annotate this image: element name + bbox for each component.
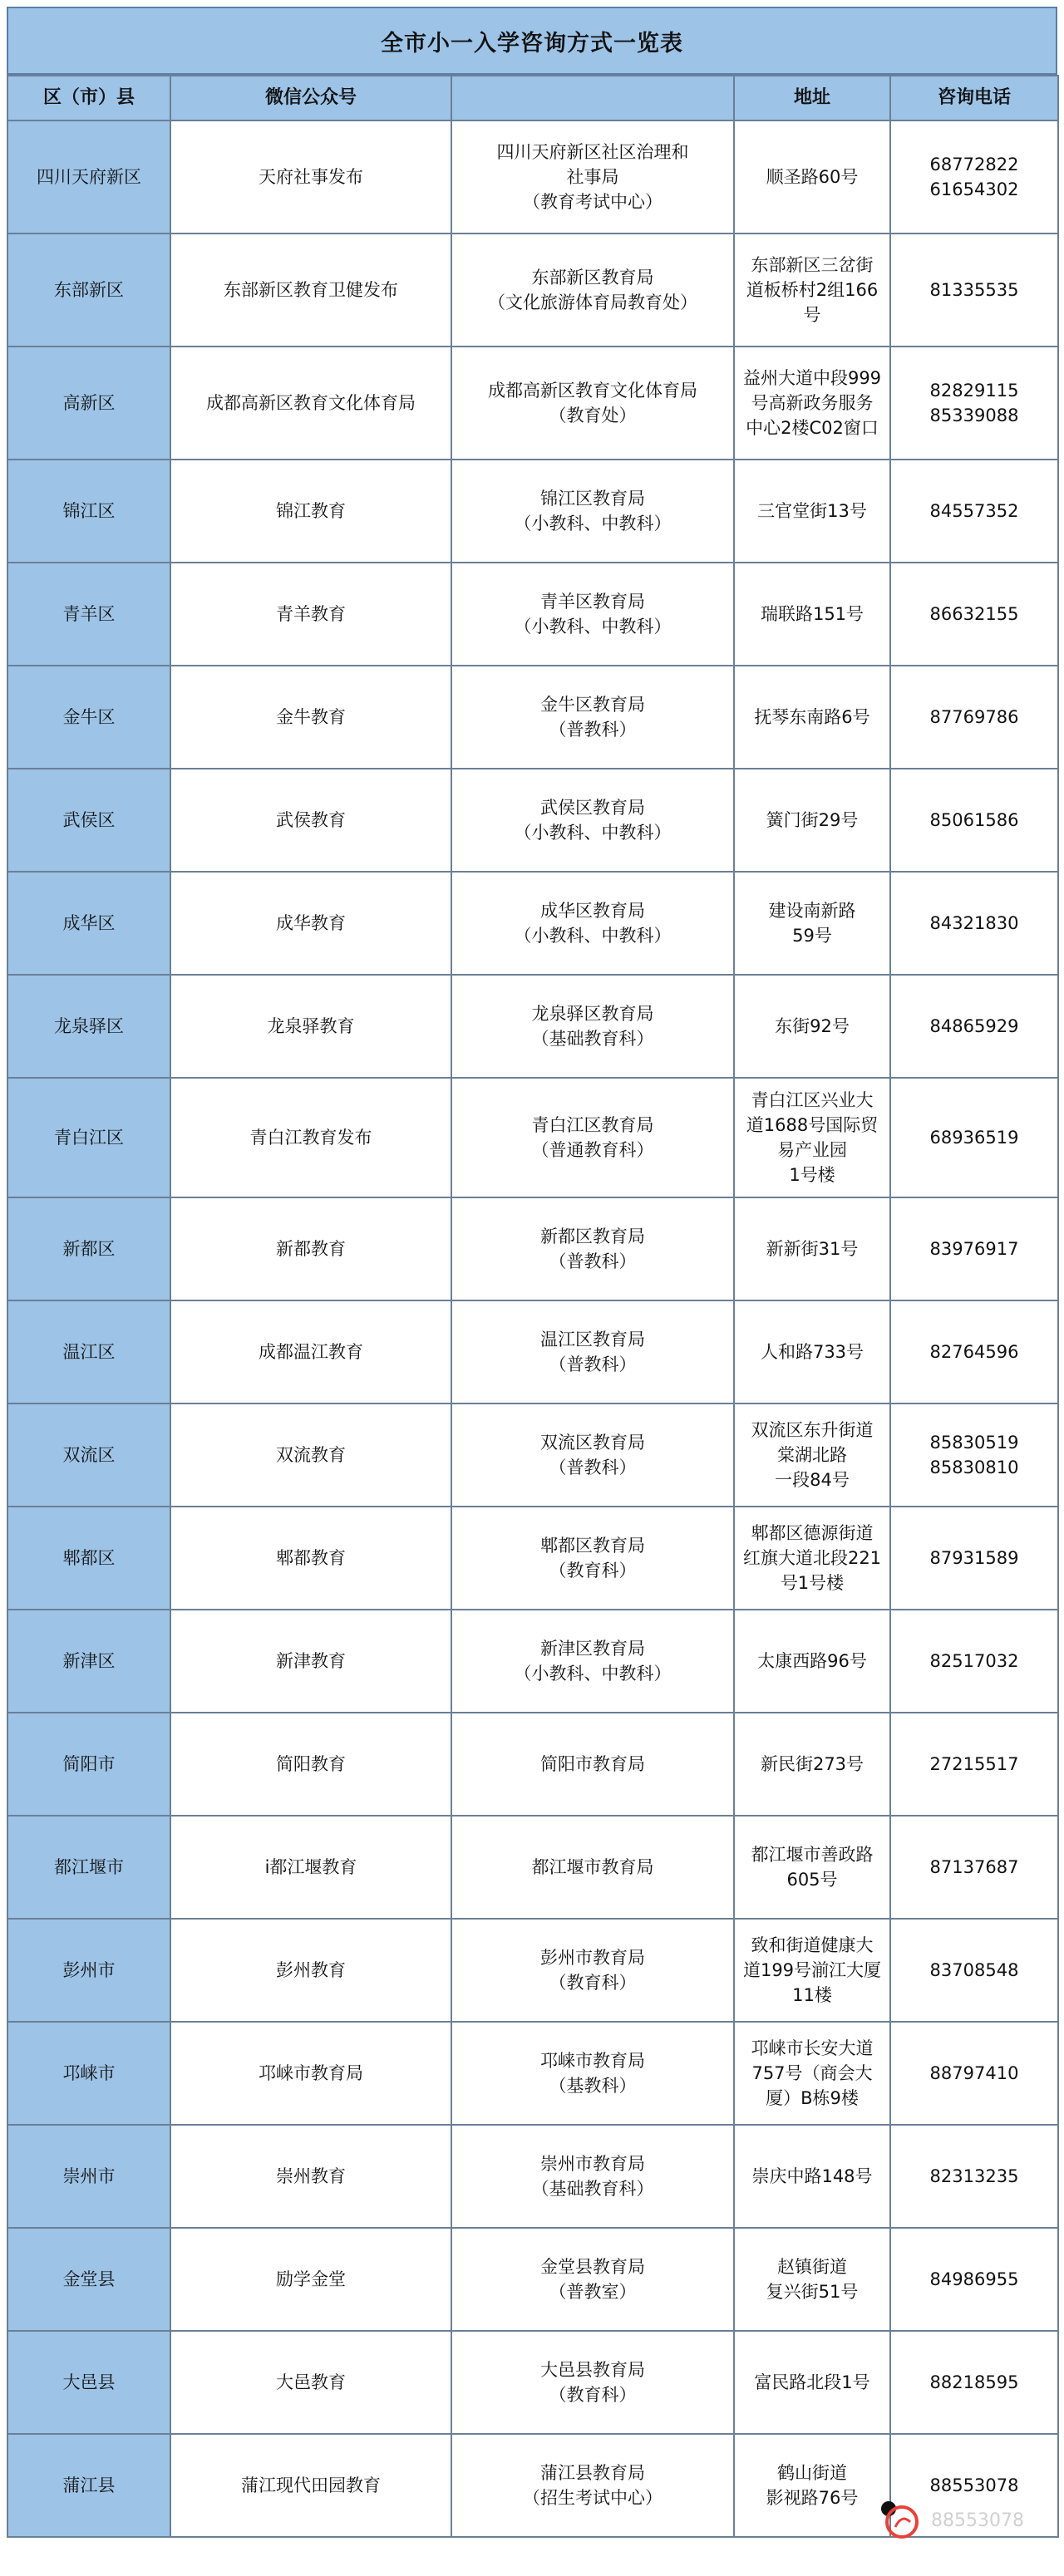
office-line: （招生考试中心） [523, 2488, 663, 2508]
phone-cell [890, 1816, 1058, 1919]
address-line: 顺圣路60号 [766, 167, 859, 187]
address-cell [734, 1713, 890, 1816]
address-cell [734, 1078, 890, 1197]
phone-line: 87769786 [929, 707, 1019, 727]
phone-cell [890, 1078, 1058, 1197]
address-line: 新民街273号 [760, 1754, 864, 1774]
phone-cell [890, 234, 1058, 347]
wechat-cell: 东部新区教育卫健发布 [170, 234, 451, 347]
office-line: （教育考试中心） [523, 192, 663, 212]
phone-line: 82764596 [929, 1342, 1019, 1362]
office-line: 简阳市教育局 [540, 1754, 645, 1774]
office-line: 成华区教育局 [540, 901, 645, 921]
office-line: 蒲江县教育局 [540, 2463, 645, 2483]
district-cell: 郫都区 [7, 1507, 170, 1610]
wechat-cell: 彭州教育 [170, 1919, 451, 2022]
office-line: （基础教育科） [531, 2179, 654, 2199]
phone-line: 81335535 [929, 280, 1019, 300]
office-cell [451, 2434, 734, 2537]
phone-line: 86632155 [929, 604, 1019, 624]
wechat-cell: 金牛教育 [170, 666, 451, 769]
header-address: 地址 [734, 76, 890, 120]
address-cell [734, 769, 890, 872]
address-line: 太康西路96号 [757, 1651, 867, 1671]
address-line: 三官堂街13号 [757, 501, 867, 521]
wechat-cell: i都江堰教育 [170, 1816, 451, 1919]
address-line: 邛崃市长安大道 [751, 2038, 874, 2058]
office-line: （普教科） [549, 1251, 637, 1271]
wechat-cell: 成华教育 [170, 872, 451, 975]
office-cell [451, 120, 734, 234]
table-row [7, 1816, 1058, 1919]
office-line: 邛崃市教育局 [540, 2051, 645, 2071]
address-cell [734, 1300, 890, 1404]
page-title: 全市小一入学咨询方式一览表 [7, 7, 1057, 75]
district-cell: 温江区 [7, 1300, 170, 1404]
office-line: （普教室） [549, 2282, 637, 2302]
table-row [7, 666, 1058, 769]
address-cell [734, 1507, 890, 1610]
phone-cell [890, 666, 1058, 769]
address-line: 青白江区兴业大 [751, 1090, 874, 1110]
wechat-cell: 简阳教育 [170, 1713, 451, 1816]
address-line: 11楼 [792, 1985, 832, 2005]
wechat-cell: 天府社事发布 [170, 120, 451, 234]
office-cell [451, 234, 734, 347]
address-cell [734, 347, 890, 460]
office-line: （普教科） [549, 720, 637, 740]
table-row [7, 1919, 1058, 2022]
phone-cell [890, 2022, 1058, 2125]
phone-cell [890, 975, 1058, 1078]
table-row [7, 2125, 1058, 2228]
office-line: 龙泉驿区教育局 [531, 1004, 654, 1024]
office-line: 社事局 [566, 167, 619, 187]
phone-line: 84321830 [929, 913, 1019, 933]
table-row [7, 2331, 1058, 2434]
phone-line: 87137687 [929, 1857, 1019, 1877]
wechat-cell: 崇州教育 [170, 2125, 451, 2228]
phone-line: 85061586 [929, 810, 1019, 830]
office-line: 金堂县教育局 [540, 2257, 645, 2277]
address-line: 号高新政务服务 [751, 393, 874, 413]
district-cell: 金牛区 [7, 666, 170, 769]
office-cell [451, 769, 734, 872]
phone-cell [890, 1404, 1058, 1507]
table-row [7, 120, 1058, 234]
phone-cell [890, 1919, 1058, 2022]
district-cell: 成华区 [7, 872, 170, 975]
address-line: 东部新区三岔街 [751, 255, 874, 275]
phone-line: 88553078 [929, 2475, 1019, 2495]
header-wechat: 微信公众号 [170, 76, 451, 120]
office-cell [451, 1078, 734, 1197]
office-line: 温江区教育局 [540, 1330, 645, 1349]
district-cell: 新都区 [7, 1197, 170, 1300]
address-line: 中心2楼C02窗口 [746, 418, 879, 438]
address-cell [734, 2331, 890, 2434]
wechat-cell: 新津教育 [170, 1610, 451, 1713]
office-cell [451, 1300, 734, 1404]
wechat-cell: 龙泉驿教育 [170, 975, 451, 1078]
header-row [7, 76, 1058, 120]
address-line: 号 [803, 305, 821, 325]
office-line: （普通教育科） [531, 1140, 654, 1160]
office-line: （教育科） [549, 1973, 637, 1993]
address-cell [734, 234, 890, 347]
office-cell [451, 1404, 734, 1507]
district-cell: 崇州市 [7, 2125, 170, 2228]
address-line: 757号（商会大 [751, 2063, 873, 2083]
office-line: （小教科、中教科） [514, 1664, 672, 1684]
address-line: 新新街31号 [766, 1239, 859, 1259]
address-line: 双流区东升街道 [751, 1420, 874, 1440]
phone-cell [890, 460, 1058, 563]
address-line: 簧门街29号 [766, 810, 859, 830]
office-cell [451, 1713, 734, 1816]
address-line: 道板桥村2组166 [746, 280, 879, 300]
district-cell: 邛崃市 [7, 2022, 170, 2125]
address-line: 红旗大道北段221 [742, 1548, 882, 1568]
phone-cell [890, 769, 1058, 872]
table-row [7, 1404, 1058, 1507]
district-cell: 都江堰市 [7, 1816, 170, 1919]
phone-cell [890, 1713, 1058, 1816]
wechat-cell: 双流教育 [170, 1404, 451, 1507]
phone-cell [890, 1300, 1058, 1404]
office-cell [451, 563, 734, 666]
office-line: 崇州市教育局 [540, 2154, 645, 2174]
address-line: 棠湖北路 [777, 1445, 847, 1465]
office-line: 四川天府新区社区治理和 [496, 142, 689, 162]
table-row [7, 872, 1058, 975]
wechat-cell: 武侯教育 [170, 769, 451, 872]
phone-cell [890, 347, 1058, 460]
phone-line: 83976917 [929, 1239, 1019, 1259]
address-line: 易产业园 [777, 1140, 847, 1160]
office-line: 都江堰市教育局 [531, 1857, 654, 1877]
office-cell [451, 460, 734, 563]
table-row [7, 1610, 1058, 1713]
table-row [7, 2228, 1058, 2331]
phone-line: 85830519 [929, 1433, 1019, 1453]
district-cell: 锦江区 [7, 460, 170, 563]
address-line: 号1号楼 [780, 1573, 845, 1593]
district-cell: 青白江区 [7, 1078, 170, 1197]
address-line: 1号楼 [789, 1165, 835, 1185]
address-line: 道1688号国际贸 [746, 1115, 879, 1135]
address-cell [734, 1919, 890, 2022]
wechat-cell: 励学金堂 [170, 2228, 451, 2331]
office-line: 彭州市教育局 [540, 1948, 645, 1968]
phone-line: 88797410 [929, 2063, 1019, 2083]
office-cell [451, 347, 734, 460]
consultation-sheet [7, 7, 1057, 2538]
address-line: 致和街道健康大 [751, 1935, 874, 1955]
table-row [7, 1507, 1058, 1610]
district-cell: 武侯区 [7, 769, 170, 872]
district-cell: 四川天府新区 [7, 120, 170, 234]
office-line: 青白江区教育局 [531, 1115, 654, 1135]
address-line: 复兴街51号 [766, 2282, 859, 2302]
phone-line: 84557352 [929, 501, 1019, 521]
office-line: （教育科） [549, 1561, 637, 1581]
wechat-cell: 锦江教育 [170, 460, 451, 563]
office-line: （普教科） [549, 1354, 637, 1374]
phone-line: 68936519 [929, 1128, 1019, 1148]
address-line: 都江堰市善政路 [751, 1845, 874, 1865]
office-line: （小教科、中教科） [514, 514, 672, 533]
wechat-cell: 邛崃市教育局 [170, 2022, 451, 2125]
office-line: 武侯区教育局 [540, 798, 645, 818]
address-cell [734, 563, 890, 666]
address-line: 建设南新路 [768, 901, 856, 921]
district-cell: 金堂县 [7, 2228, 170, 2331]
phone-cell [890, 1507, 1058, 1610]
phone-cell [890, 1197, 1058, 1300]
phone-line: 85339088 [929, 406, 1019, 425]
office-line: 新津区教育局 [540, 1639, 645, 1659]
address-cell [734, 2228, 890, 2331]
office-line: 青羊区教育局 [540, 592, 645, 612]
wechat-cell: 成都高新区教育文化体育局 [170, 347, 451, 460]
wechat-cell: 郫都教育 [170, 1507, 451, 1610]
office-line: 双流区教育局 [540, 1433, 645, 1453]
address-cell [734, 872, 890, 975]
district-cell: 大邑县 [7, 2331, 170, 2434]
address-cell [734, 975, 890, 1078]
office-line: （普教科） [549, 1458, 637, 1477]
phone-line: 68772822 [929, 155, 1019, 175]
address-line: 厦）B栋9楼 [766, 2088, 859, 2108]
office-cell [451, 2022, 734, 2125]
address-cell [734, 1816, 890, 1919]
phone-line: 83708548 [929, 1960, 1019, 1980]
office-cell [451, 1610, 734, 1713]
address-line: 瑞联路151号 [760, 604, 864, 624]
table-row [7, 769, 1058, 872]
address-line: 605号 [786, 1870, 838, 1890]
address-line: 东街92号 [775, 1016, 850, 1036]
office-line: 大邑县教育局 [540, 2360, 645, 2380]
office-line: 郫都区教育局 [540, 1536, 645, 1556]
table-row [7, 563, 1058, 666]
address-cell [734, 2125, 890, 2228]
table-row [7, 234, 1058, 347]
header-office [451, 76, 734, 120]
district-cell: 高新区 [7, 347, 170, 460]
wechat-cell: 大邑教育 [170, 2331, 451, 2434]
phone-line: 84986955 [929, 2269, 1019, 2289]
office-cell [451, 2228, 734, 2331]
address-line: 赵镇街道 [777, 2257, 847, 2277]
office-cell [451, 1919, 734, 2022]
district-cell: 新津区 [7, 1610, 170, 1713]
phone-line: 87931589 [929, 1548, 1019, 1568]
address-cell [734, 120, 890, 234]
district-cell: 双流区 [7, 1404, 170, 1507]
district-cell: 青羊区 [7, 563, 170, 666]
phone-cell [890, 563, 1058, 666]
phone-line: 84865929 [929, 1016, 1019, 1036]
office-cell [451, 2125, 734, 2228]
wechat-cell: 青羊教育 [170, 563, 451, 666]
address-line: 益州大道中段999 [742, 368, 882, 388]
wechat-cell: 成都温江教育 [170, 1300, 451, 1404]
phone-line: 82829115 [929, 381, 1019, 401]
address-line: 鹤山街道 [777, 2463, 847, 2483]
district-cell: 简阳市 [7, 1713, 170, 1816]
address-line: 59号 [792, 926, 832, 946]
table-row [7, 1078, 1058, 1197]
office-line: 金牛区教育局 [540, 695, 645, 715]
office-line: （教育科） [549, 2385, 637, 2405]
office-line: （小教科、中教科） [514, 823, 672, 843]
address-cell [734, 1610, 890, 1713]
address-cell [734, 460, 890, 563]
address-cell [734, 1404, 890, 1507]
address-cell [734, 2022, 890, 2125]
address-line: 富民路北段1号 [754, 2372, 870, 2392]
header-phone: 咨询电话 [890, 76, 1058, 120]
address-cell [734, 1197, 890, 1300]
office-cell [451, 666, 734, 769]
address-cell [734, 2434, 890, 2537]
phone-cell [890, 1610, 1058, 1713]
phone-line: 82313235 [929, 2166, 1019, 2186]
wechat-cell: 新都教育 [170, 1197, 451, 1300]
table-row [7, 1713, 1058, 1816]
phone-cell [890, 2331, 1058, 2434]
address-line: 道199号湔江大厦 [742, 1960, 882, 1980]
office-line: 锦江区教育局 [540, 489, 645, 509]
table-row [7, 2022, 1058, 2125]
office-line: （小教科、中教科） [514, 617, 672, 637]
consultation-table [7, 75, 1059, 2538]
table-row [7, 1197, 1058, 1300]
office-cell [451, 872, 734, 975]
address-line: 影视路76号 [766, 2488, 859, 2508]
header-district: 区（市）县 [7, 76, 170, 120]
office-line: （基教科） [549, 2076, 637, 2096]
wechat-cell: 蒲江现代田园教育 [170, 2434, 451, 2537]
office-line: （文化旅游体育局教育处） [488, 293, 697, 312]
table-row [7, 460, 1058, 563]
wechat-cell: 青白江教育发布 [170, 1078, 451, 1197]
address-line: 一段84号 [775, 1470, 850, 1490]
table-row [7, 347, 1058, 460]
office-cell [451, 2331, 734, 2434]
phone-line: 88218595 [929, 2372, 1019, 2392]
phone-cell [890, 2228, 1058, 2331]
table-body [7, 120, 1058, 2537]
phone-cell [890, 120, 1058, 234]
office-cell [451, 1816, 734, 1919]
phone-line: 82517032 [929, 1651, 1019, 1671]
office-line: 新都区教育局 [540, 1227, 645, 1246]
district-cell: 蒲江县 [7, 2434, 170, 2537]
district-cell: 龙泉驿区 [7, 975, 170, 1078]
phone-line: 61654302 [929, 179, 1019, 199]
office-line: （小教科、中教科） [514, 926, 672, 946]
office-line: （教育处） [549, 406, 637, 425]
address-line: 抚琴东南路6号 [754, 707, 870, 727]
address-line: 崇庆中路148号 [751, 2166, 873, 2186]
office-cell [451, 975, 734, 1078]
table-row [7, 1300, 1058, 1404]
address-line: 人和路733号 [760, 1342, 864, 1362]
district-cell: 彭州市 [7, 1919, 170, 2022]
district-cell: 东部新区 [7, 234, 170, 347]
phone-line: 27215517 [929, 1754, 1019, 1774]
office-line: （基础教育科） [531, 1029, 654, 1049]
office-cell [451, 1197, 734, 1300]
table-row [7, 975, 1058, 1078]
office-line: 东部新区教育局 [531, 268, 654, 288]
address-cell [734, 666, 890, 769]
office-line: 成都高新区教育文化体育局 [488, 381, 697, 401]
address-line: 郫都区德源街道 [751, 1523, 874, 1543]
phone-cell [890, 2125, 1058, 2228]
phone-cell [890, 872, 1058, 975]
office-cell [451, 1507, 734, 1610]
watermark-text: 88553078 [931, 2510, 1024, 2531]
phone-line: 85830810 [929, 1458, 1019, 1477]
